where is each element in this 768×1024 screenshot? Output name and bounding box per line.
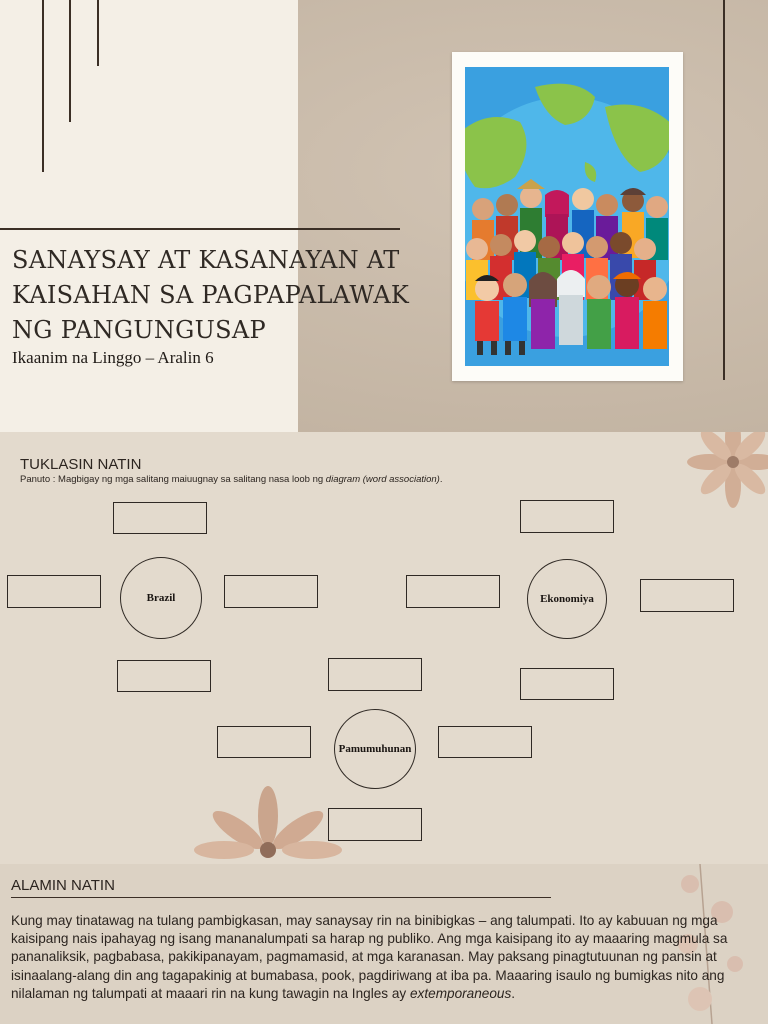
instruction-text: Panuto : Magbigay ng mga salitang maiuugnay sa salitang nasa loob ng diagram (word association). bbox=[20, 474, 443, 485]
section-heading: ALAMIN NATIN bbox=[11, 877, 115, 894]
heading-underline bbox=[11, 897, 551, 898]
answer-box[interactable] bbox=[328, 808, 422, 841]
answer-box[interactable] bbox=[224, 575, 318, 608]
answer-box[interactable] bbox=[520, 500, 614, 533]
slide-subtitle: Ikaanim na Linggo – Aralin 6 bbox=[12, 348, 214, 367]
section-heading: TUKLASIN NATIN bbox=[20, 456, 142, 473]
decorative-line bbox=[97, 0, 99, 66]
decorative-line bbox=[723, 0, 725, 380]
answer-box[interactable] bbox=[113, 502, 207, 534]
decorative-line bbox=[42, 0, 44, 172]
answer-box[interactable] bbox=[117, 660, 211, 692]
answer-box[interactable] bbox=[328, 658, 422, 691]
body-paragraph: Kung may tinatawag na tulang pambigkasan, may sanaysay rin na binibigkas – ang talumpati. Ito ay kabuuan ng mga kaisipang nais ipahayag ng isang mananalumpati sa harap ng publiko. Ang mga kaisipang ito ay maaaring magmula sa pananaliksik, pagbabasa, pakikipanayam, pagmamasid, at mga karanasan. May paksang pinagtutuunan ng pansin at isinaalang-alang din ang tagapakinig at bumabasa, pook, pagdiriwang at iba pa. Maaaring isaulo ng bumigkas nito ang nilalaman ng talumpati at maaari rin na kung tawagin na Ingles ay extemporaneous. bbox=[11, 913, 728, 1001]
diagram-center-pamumuhunan: Pamumuhunan bbox=[334, 709, 416, 789]
flower-decoration bbox=[194, 786, 342, 859]
flower-decoration bbox=[687, 432, 768, 508]
slide-title: SANAYSAY AT KASANAYAN AT KAISAHAN SA PAGPAPALAWAK NG PANGUNGUSAP bbox=[12, 246, 410, 344]
answer-box[interactable] bbox=[438, 726, 532, 758]
answer-box[interactable] bbox=[217, 726, 311, 758]
diagram-center-brazil: Brazil bbox=[120, 557, 202, 639]
decorative-line bbox=[69, 0, 71, 122]
answer-box[interactable] bbox=[7, 575, 101, 608]
answer-box[interactable] bbox=[640, 579, 734, 612]
answer-box[interactable] bbox=[520, 668, 614, 700]
diagram-center-ekonomiya: Ekonomiya bbox=[527, 559, 607, 639]
answer-box[interactable] bbox=[406, 575, 500, 608]
title-divider bbox=[0, 228, 400, 230]
world-people-illustration bbox=[465, 67, 669, 366]
tuklasin-slide bbox=[0, 432, 768, 864]
